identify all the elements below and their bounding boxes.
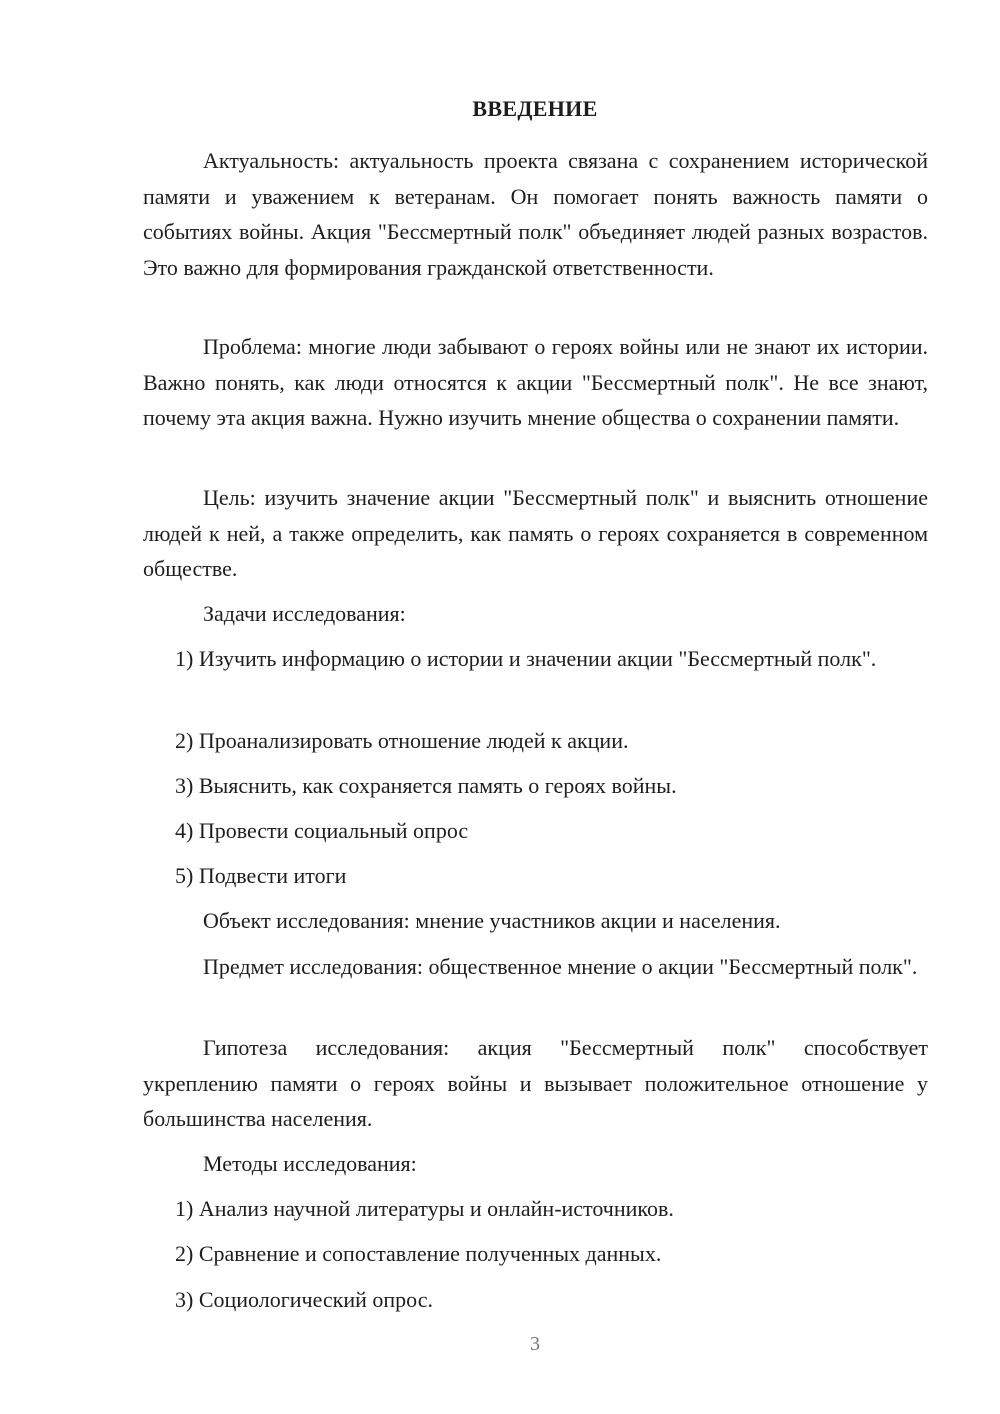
relevance-paragraph: Актуальность: актуальность проекта связана с сохранением исторической памяти и уважением к ветеранам. Он помогает понять важность памяти о событиях войны. Акция "Бессмертный полк" объединяет людей разных возрастов. Это важно для формирования гражданской ответственности. (143, 148, 928, 280)
method-item-2: 2) Сравнение и сопоставление полученных данных. (175, 1241, 662, 1266)
hypothesis-paragraph: Гипотеза исследования: акция "Бессмертный полк" способствует укреплению памяти о героях войны и вызывает положительное отношение у большинства населения. (143, 1035, 928, 1131)
goal-paragraph: Цель: изучить значение акции "Бессмертный полк" и выяснить отношение людей к ней, а также определить, как память о героях сохраняется в современном обществе. (143, 485, 928, 581)
methods-heading: Методы исследования: (203, 1151, 417, 1176)
task-item-4: 4) Провести социальный опрос (175, 818, 469, 843)
task-item-3: 3) Выяснить, как сохраняется память о героях войны. (175, 773, 677, 798)
method-item-3: 3) Социологический опрос. (175, 1287, 433, 1312)
method-item-1: 1) Анализ научной литературы и онлайн-источников. (175, 1196, 674, 1221)
task-item-2: 2) Проанализировать отношение людей к акции. (175, 728, 629, 753)
problem-paragraph: Проблема: многие люди забывают о героях войны или не знают их истории. Важно понять, как люди относятся к акции "Бессмертный полк". Не все знают, почему эта акция важна. Нужно изучить мнение общества о сохранении памяти. (143, 334, 928, 430)
page-title: ВВЕДЕНИЕ (472, 96, 598, 121)
page-number: 3 (530, 1333, 540, 1355)
task-item-1: 1) Изучить информацию о истории и значении акции "Бессмертный полк". (175, 646, 877, 671)
task-item-5: 5) Подвести итоги (175, 863, 347, 888)
tasks-heading: Задачи исследования: (203, 601, 406, 626)
subject-paragraph: Предмет исследования: общественное мнение о акции "Бессмертный полк". (203, 954, 918, 979)
object-paragraph: Объект исследования: мнение участников акции и населения. (203, 908, 781, 933)
